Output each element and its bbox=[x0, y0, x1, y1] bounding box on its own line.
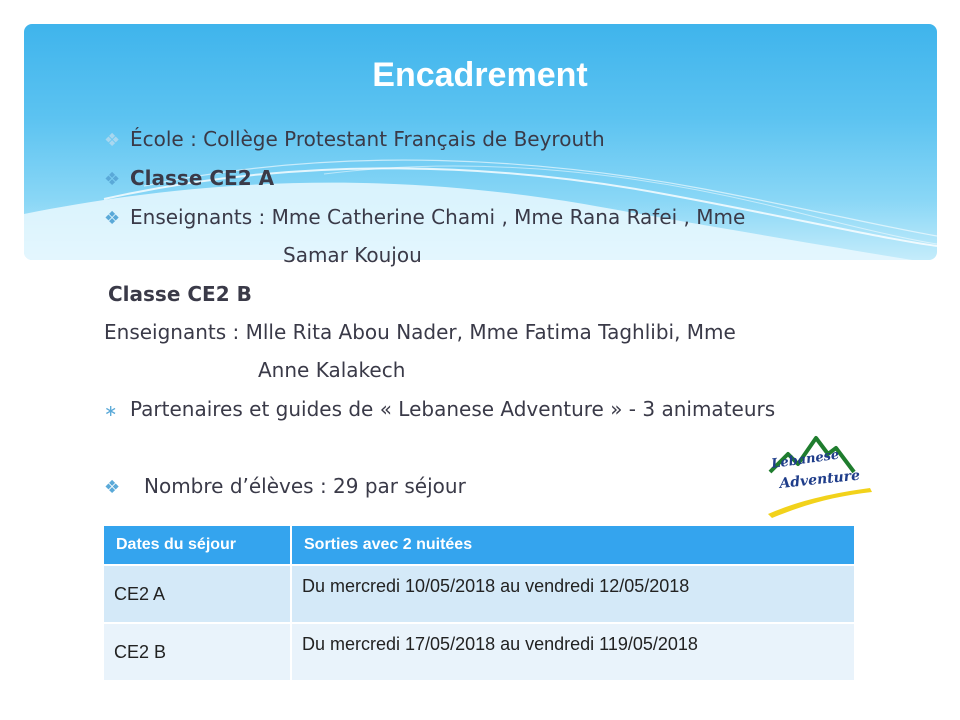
ecole-line bbox=[104, 127, 605, 151]
table-cell-dates: Du mercredi 17/05/2018 au vendredi 119/05/2018 bbox=[291, 623, 855, 680]
classe-b-line: Classe CE2 B bbox=[108, 282, 252, 306]
table-header-dates: Dates du séjour bbox=[104, 526, 291, 565]
diamond-bullet-icon: ❖ bbox=[104, 208, 121, 229]
nombre-line bbox=[104, 474, 466, 498]
enseignants-a-line bbox=[104, 205, 745, 229]
enseignants-a-text: Enseignants : Mme Catherine Chami , Mme Rana Rafei , Mme bbox=[130, 205, 746, 229]
enseignants-b-cont: Anne Kalakech bbox=[258, 358, 406, 382]
star-bullet-icon: ∗ bbox=[104, 401, 118, 420]
page-title: Encadrement bbox=[372, 56, 588, 94]
partenaires-text: Partenaires et guides de « Lebanese Adventure » - 3 animateurs bbox=[130, 397, 776, 421]
table-cell-classe: CE2 B bbox=[104, 623, 291, 680]
nombre-text: Nombre d’élèves : 29 par séjour bbox=[144, 474, 466, 498]
table-header-sorties: Sorties avec 2 nuitées bbox=[291, 526, 855, 565]
logo-line1: Lebanese bbox=[770, 447, 841, 472]
enseignants-a-cont: Samar Koujou bbox=[283, 243, 422, 267]
logo-line2: Adventure bbox=[778, 467, 861, 492]
diamond-bullet-icon: ❖ bbox=[104, 477, 121, 498]
table-cell-dates: Du mercredi 10/05/2018 au vendredi 12/05/2018 bbox=[291, 565, 855, 623]
table-cell-classe: CE2 A bbox=[104, 565, 291, 623]
partenaires-line bbox=[104, 397, 775, 421]
diamond-bullet-icon: ❖ bbox=[104, 130, 121, 151]
enseignants-b-line: Enseignants : Mlle Rita Abou Nader, Mme Fatima Taghlibi, Mme bbox=[104, 320, 736, 344]
ecole-text: École : Collège Protestant Français de Beyrouth bbox=[130, 127, 605, 151]
classe-a-text: Classe CE2 A bbox=[130, 166, 275, 190]
schedule-table bbox=[104, 526, 856, 680]
diamond-bullet-icon: ❖ bbox=[104, 169, 121, 190]
table-row bbox=[104, 623, 855, 680]
table-row bbox=[104, 565, 855, 623]
classe-a-line bbox=[104, 166, 274, 190]
lebanese-adventure-logo bbox=[766, 432, 876, 518]
